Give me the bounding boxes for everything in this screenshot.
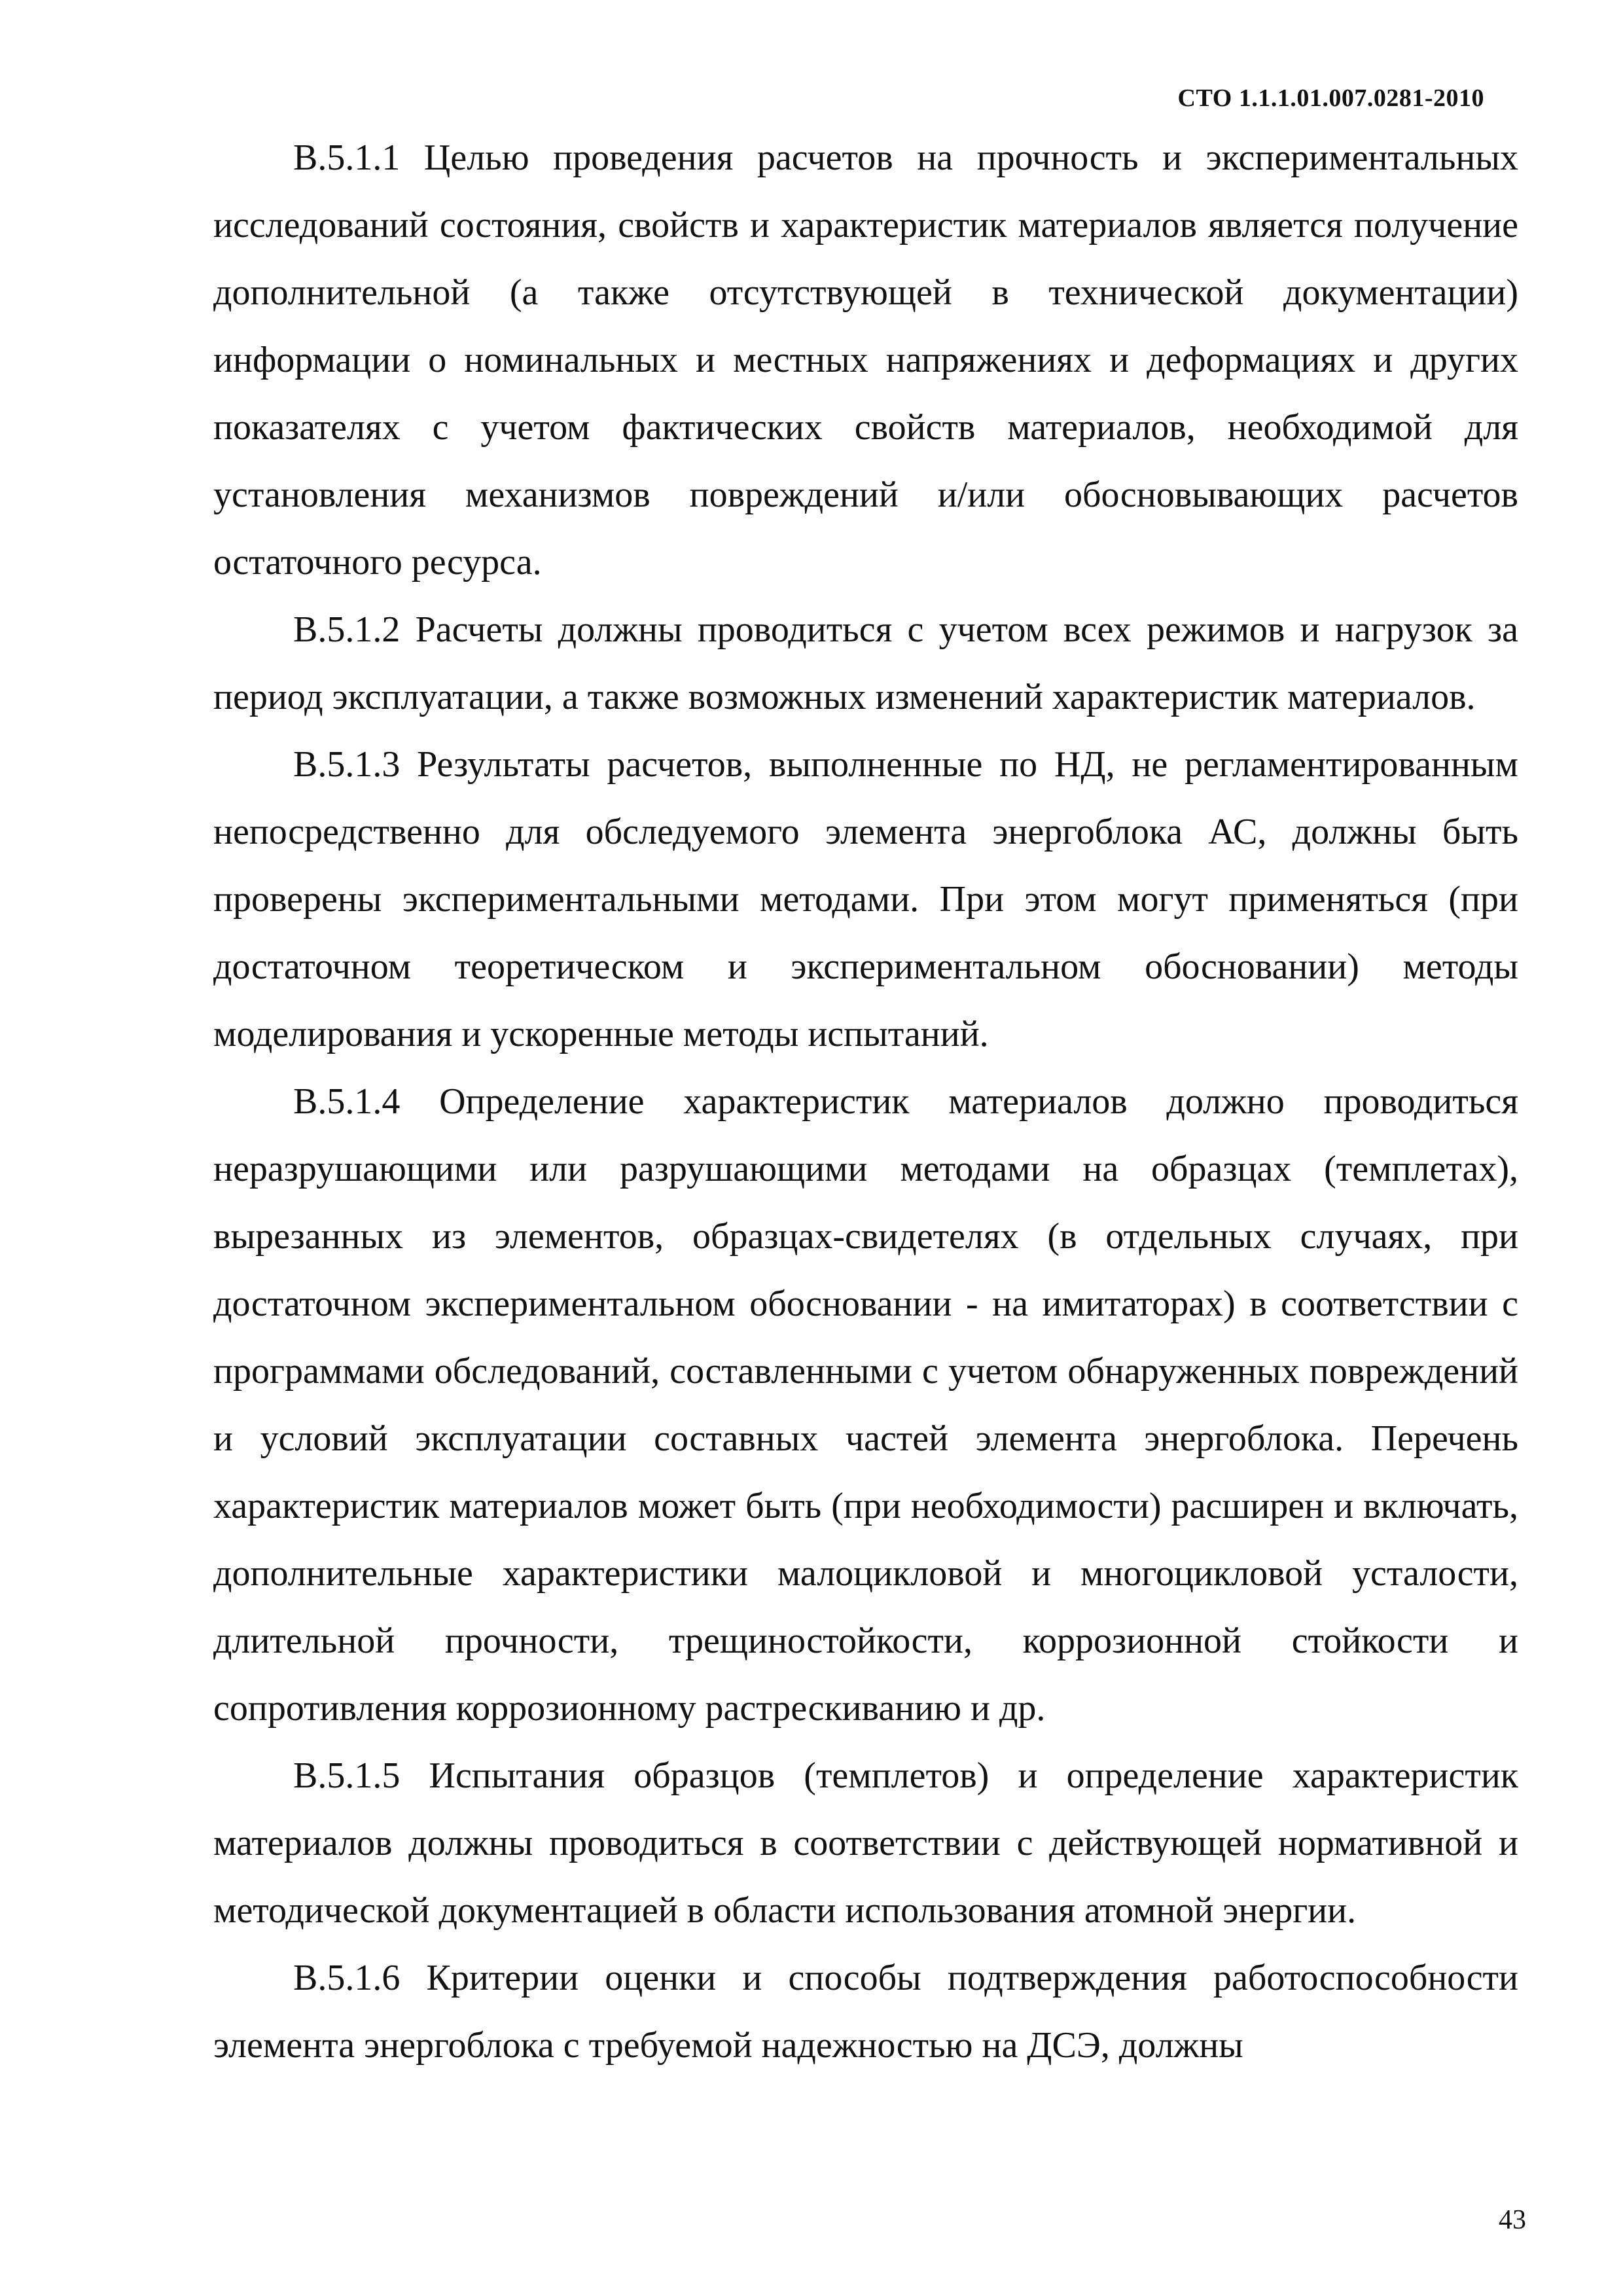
paragraph-b-5-1-5: В.5.1.5 Испытания образцов (темплетов) и определение характеристик материалов должны проводиться в соответствии с действующей нормативной и методической документацией в области использования атомной энергии. (213, 1755, 1518, 1931)
page-number: 43 (1499, 2205, 1526, 2235)
paragraph-b-5-1-6: В.5.1.6 Критерии оценки и способы подтверждения работоспособности элемента энергоблока с требуемой надежностью на ДСЭ, должны (213, 1958, 1518, 2066)
paragraph-b-5-1-4: В.5.1.4 Определение характеристик материалов должно проводиться неразрушающими или разрушающими методами на образцах (темплетах), вырезанных из элементов, образцах-свидетелях (в отдельных случаях, при достаточном экспериментальном обосновании - на имитаторах) в соответствии с программами обследований, составленными с учетом обнаруженных повреждений и условий эксплуатации составных частей элемента энергоблока. Перечень характеристик материалов может быть (при необходимости) расширен и включать, дополнительные характеристики малоцикловой и многоцикловой усталости, длительной прочности, трещиностойкости, коррозионной стойкости и сопротивления коррозионному растрескиванию и др. (213, 1081, 1518, 1729)
paragraph-b-5-1-1: В.5.1.1 Целью проведения расчетов на прочность и экспериментальных исследований состояния, свойств и характеристик материалов является получение дополнительной (а также отсутствующей в технической документации) информации о номинальных и местных напряжениях и деформациях и других показателях с учетом фактических свойств материалов, необходимой для установления механизмов повреждений и/или обосновывающих расчетов остаточного ресурса. (213, 137, 1518, 583)
paragraph-b-5-1-2: В.5.1.2 Расчеты должны проводиться с учетом всех режимов и нагрузок за период эксплуатации, а также возможных изменений характеристик материалов. (213, 609, 1518, 717)
paragraph-b-5-1-3: В.5.1.3 Результаты расчетов, выполненные по НД, не регламентированным непосредственно для обследуемого элемента энергоблока АС, должны быть проверены экспериментальными методами. При этом могут применяться (при достаточном теоретическом и экспериментальном обосновании) методы моделирования и ускоренные методы испытаний. (213, 744, 1518, 1054)
document-code-header: СТО 1.1.1.01.007.0281-2010 (1177, 84, 1484, 112)
document-body (213, 124, 1518, 2079)
